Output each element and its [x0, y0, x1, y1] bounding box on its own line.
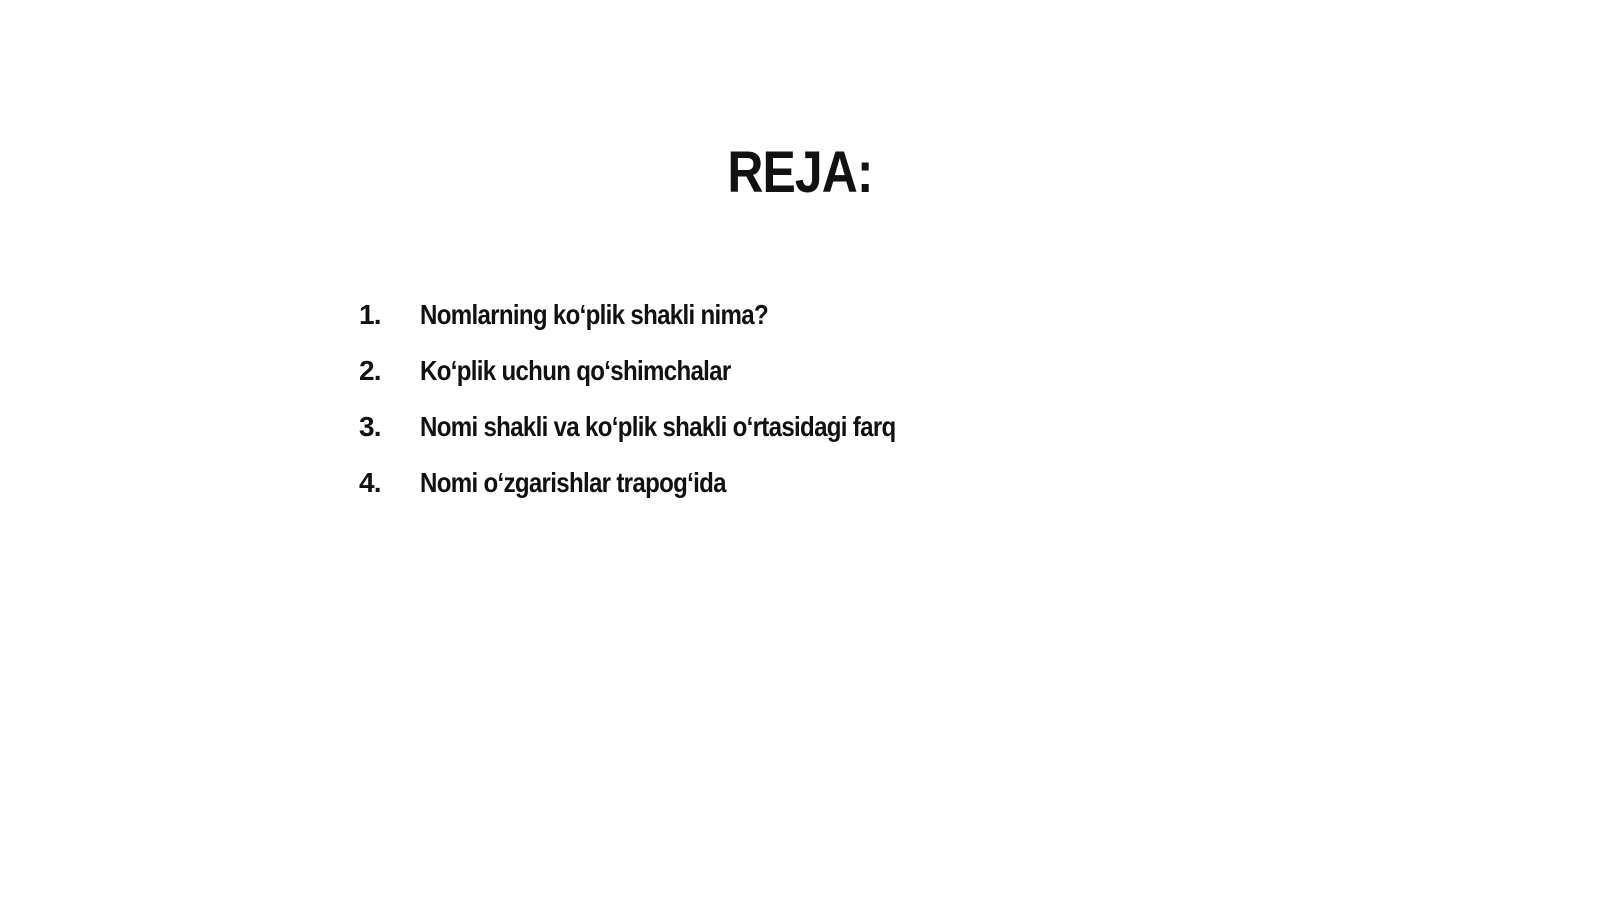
list-item — [359, 399, 973, 455]
list-item-number: 4. — [359, 467, 381, 498]
list-item-text: Nomi shakli va ko‘plik shakli o‘rtasidagi farq — [420, 411, 896, 442]
list-item-number: 1. — [359, 299, 381, 330]
list-item-text: Ko‘plik uchun qo‘shimchalar — [420, 355, 731, 386]
list-item — [359, 343, 973, 399]
list-item — [359, 287, 973, 343]
list-item-number: 3. — [359, 411, 381, 442]
list-item-text: Nomi o‘zgarishlar trapog‘ida — [420, 467, 726, 498]
list-item-text: Nomlarning ko‘plik shakli nima? — [420, 299, 768, 330]
list-item — [359, 455, 973, 511]
list-item-number: 2. — [359, 355, 381, 386]
slide-title: REJA: — [727, 139, 873, 205]
plan-list — [359, 287, 973, 511]
